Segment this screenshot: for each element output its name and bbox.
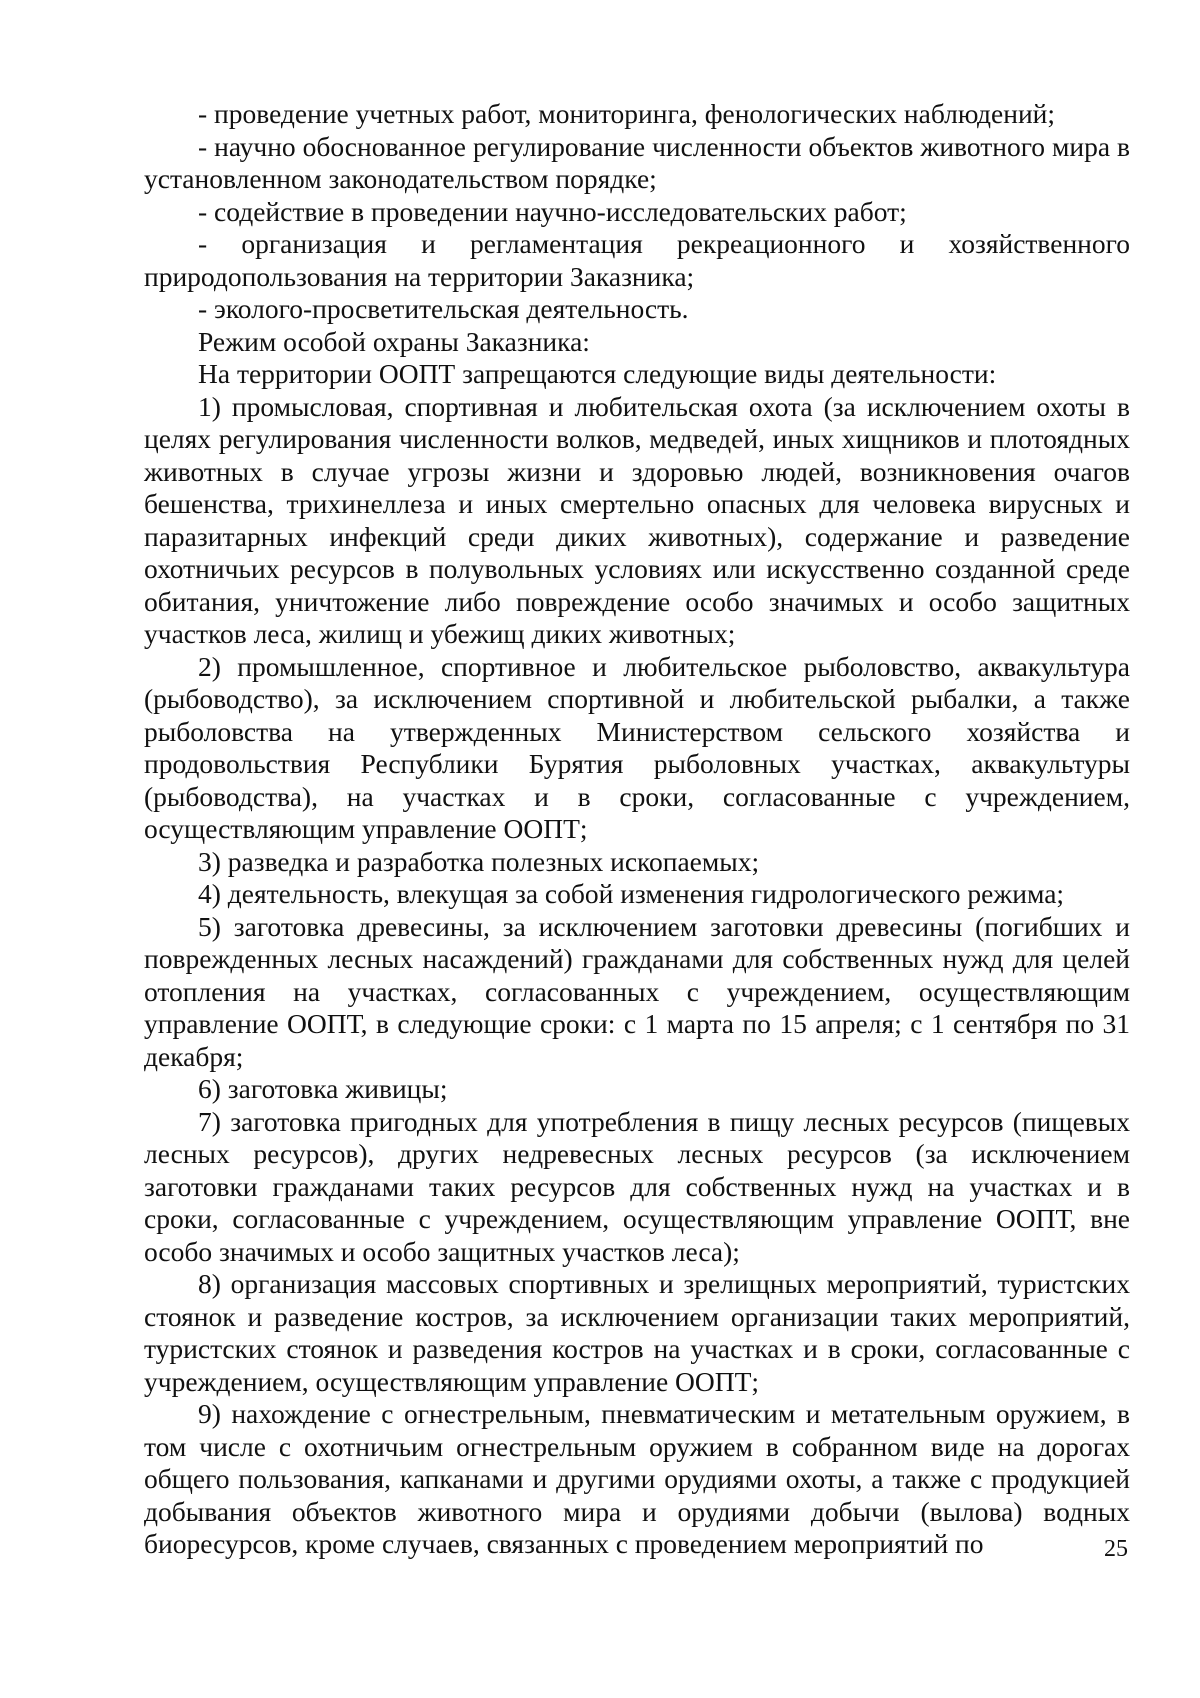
paragraph-13: 6) заготовка живицы; <box>198 1073 448 1104</box>
paragraph-2: - научно обоснованное регулирование численности объектов животного мира в установленном законодательством порядке; <box>144 130 1130 194</box>
paragraph-6: Режим особой охраны Заказника: <box>198 325 590 357</box>
page-number: 25 <box>1104 1536 1128 1562</box>
paragraph-5: - эколого-просветительская деятельность. <box>198 293 689 324</box>
paragraph-7: На территории ООПТ запрещаются следующие виды деятельности: <box>198 358 997 389</box>
body-text <box>144 98 1130 1561</box>
paragraph-8: 1) промысловая, спортивная и любительская охота (за исключением охоты в целях регулирования численности волков, медведей, иных хищников и плотоядных животных в случае угрозы жизни и здоровью людей, возникновения очагов бешенства, трихинеллеза и иных смертельно опасных для человека вирусных и паразитарных инфекций среди диких животных), содержание и разведение охотничьих ресурсов в полувольных условиях или искусственно созданной среде обитания, уничтожение либо повреждение особо значимых и особо защитных участков леса, жилищ и убежищ диких животных; <box>144 390 1130 649</box>
paragraph-1: - проведение учетных работ, мониторинга, фенологических наблюдений; <box>198 98 1056 129</box>
paragraph-15: 8) организация массовых спортивных и зрелищных мероприятий, туристских стоянок и разведение костров, за исключением организации таких мероприятий, туристских стоянок и разведения костров на участках и в сроки, согласованные с учреждением, осуществляющим управление ООПТ; <box>144 1268 1130 1397</box>
paragraph-4: - организация и регламентация рекреационного и хозяйственного природопользования на территории Заказника; <box>144 228 1130 292</box>
paragraph-14: 7) заготовка пригодных для употребления в пищу лесных ресурсов (пищевых лесных ресурсов), других недревесных лесных ресурсов (за исключением заготовки гражданами таких ресурсов для собственных нужд на участках и в сроки, согласованные с учреждением, осуществляющим управление ООПТ, вне особо значимых и особо защитных участков леса); <box>144 1105 1130 1267</box>
paragraph-10: 3) разведка и разработка полезных ископаемых; <box>198 845 760 877</box>
paragraph-12: 5) заготовка древесины, за исключением заготовки древесины (погибших и поврежденных лесных насаждений) гражданами для собственных нужд для целей отопления на участках, согласованных с учреждением, осуществляющим управление ООПТ, в следующие сроки: с 1 марта по 15 апреля; с 1 сентября по 31 декабря; <box>144 910 1130 1072</box>
paragraph-9: 2) промышленное, спортивное и любительское рыболовство, аквакультура (рыбоводство), за исключением спортивной и любительской рыбалки, а также рыболовства на утвержденных Министерством сельского хозяйства и продовольствия Республики Бурятия рыболовных участках, аквакультуры (рыбоводства), на участках и в сроки, согласованные с учреждением, осуществляющим управление ООПТ; <box>144 650 1130 844</box>
paragraph-3: - содействие в проведении научно-исследовательских работ; <box>198 195 907 227</box>
paragraph-11: 4) деятельность, влекущая за собой изменения гидрологического режима; <box>198 878 1065 909</box>
paragraph-16: 9) нахождение с огнестрельным, пневматическим и метательным оружием, в том числе с охотничьим огнестрельным оружием в собранном виде на дорогах общего пользования, капканами и другими орудиями охоты, а также с продукцией добывания объектов животного мира и орудиями добычи (вылова) водных биоресурсов, кроме случаев, связанных с проведением мероприятий по <box>144 1398 1130 1559</box>
